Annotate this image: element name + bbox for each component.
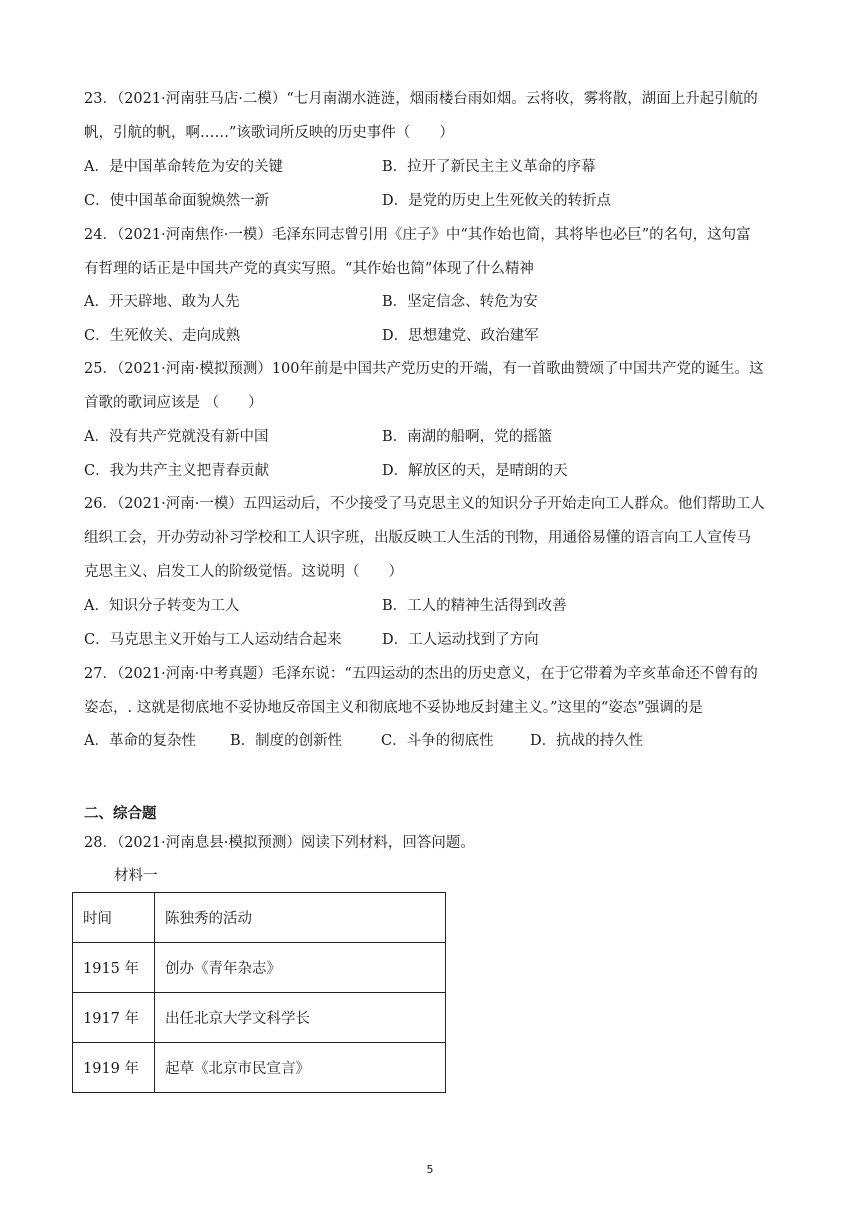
material-table [72, 892, 446, 1093]
table-row [73, 943, 446, 993]
stem-line: 24．（2021·河南焦作·一模）毛泽东同志曾引用《庄子》中“其作始也简，其将毕也必巨”的名句，这句富 [84, 227, 751, 243]
question-25-options [84, 420, 784, 488]
question-23-stem [84, 82, 784, 150]
table-cell-year: 1915 年 [73, 943, 155, 993]
table-header-cell: 陈独秀的活动 [155, 893, 446, 943]
option-d: D．思想建党、政治建军 [382, 328, 539, 344]
option-c: C．马克思主义开始与工人运动结合起来 [84, 632, 342, 648]
stem-line: 27．（2021·河南·中考真题）毛泽东说：“五四运动的杰出的历史意义，在于它带着为辛亥革命还不曾有的 [84, 666, 758, 682]
material-label: 材料一 [114, 868, 158, 884]
option-b: B．制度的创新性 [230, 733, 343, 749]
question-26-stem [84, 487, 784, 589]
option-b: B．拉开了新民主主义革命的序幕 [382, 159, 596, 175]
option-d: D．解放区的天，是晴朗的天 [382, 463, 568, 479]
stem-line: 28．（2021·河南息县·模拟预测）阅读下列材料，回答问题。 [84, 835, 475, 851]
table-cell-activity: 出任北京大学文科学长 [155, 993, 446, 1043]
table-row [73, 1043, 446, 1093]
stem-line: 组织工会，开办劳动补习学校和工人识字班，出版反映工人生活的刊物，用通俗易懂的语言向工人宣传马 [84, 530, 751, 546]
question-26-options [84, 589, 784, 657]
stem-line: 有哲理的话正是中国共产党的真实写照。“其作始也简”体现了什么精神 [84, 261, 534, 277]
stem-line: 首歌的歌词应该是 （ ） [84, 395, 263, 411]
question-27-options [84, 724, 784, 758]
option-b: B．南湖的船啊，党的摇篮 [382, 429, 553, 445]
option-a: A．革命的复杂性 [84, 733, 196, 749]
table-header-cell: 时间 [73, 893, 155, 943]
stem-line: 23．（2021·河南驻马店·二模）“七月南湖水涟涟，烟雨楼台雨如烟。云将收，雾将散，湖面上升起引航的 [84, 91, 758, 107]
table-cell-activity: 起草《北京市民宣言》 [155, 1043, 446, 1093]
question-23-options [84, 150, 784, 218]
stem-line: 姿态，. 这就是彻底地不妥协地反帝国主义和彻底地不妥协地反封建主义。”这里的“姿态”强调的是 [84, 700, 703, 716]
option-a: A．知识分子转变为工人 [84, 598, 240, 614]
table-header-row [73, 893, 446, 943]
option-c: C．我为共产主义把青春贡献 [84, 463, 270, 479]
option-c: C．斗争的彻底性 [381, 733, 494, 749]
option-b: B．坚定信念、转危为安 [382, 294, 538, 310]
option-a: A．开天辟地、敢为人先 [84, 294, 240, 310]
question-28-stem [84, 826, 784, 860]
option-d: D．抗战的持久性 [530, 733, 644, 749]
question-24-options [84, 285, 784, 353]
option-c: C．使中国革命面貌焕然一新 [84, 193, 270, 209]
question-25-stem [84, 352, 784, 420]
question-27-stem [84, 657, 784, 725]
table-cell-year: 1917 年 [73, 993, 155, 1043]
stem-line: 克思主义、启发工人的阶级觉悟。这说明（ ） [84, 564, 403, 580]
page-number: 5 [426, 1163, 434, 1176]
option-a: A．是中国革命转危为安的关键 [84, 159, 283, 175]
section-title: 二、综合题 [84, 806, 157, 822]
option-c: C．生死攸关、走向成熟 [84, 328, 241, 344]
option-b: B．工人的精神生活得到改善 [382, 598, 567, 614]
stem-line: 26．（2021·河南·一模）五四运动后，不少接受了马克思主义的知识分子开始走向工人群众。他们帮助工人 [84, 496, 765, 512]
option-a: A．没有共产党就没有新中国 [84, 429, 269, 445]
table-cell-year: 1919 年 [73, 1043, 155, 1093]
stem-line: 25．（2021·河南·模拟预测）100年前是中国共产党历史的开端，有一首歌曲赞颂了中国共产党的诞生。这 [84, 361, 764, 377]
option-d: D．工人运动找到了方向 [382, 632, 539, 648]
stem-line: 帆，引航的帆，啊……”该歌词所反映的历史事件（ ） [84, 125, 454, 141]
table-row [73, 993, 446, 1043]
table-cell-activity: 创办《青年杂志》 [155, 943, 446, 993]
option-d: D．是党的历史上生死攸关的转折点 [382, 193, 612, 209]
question-24-stem [84, 218, 784, 286]
